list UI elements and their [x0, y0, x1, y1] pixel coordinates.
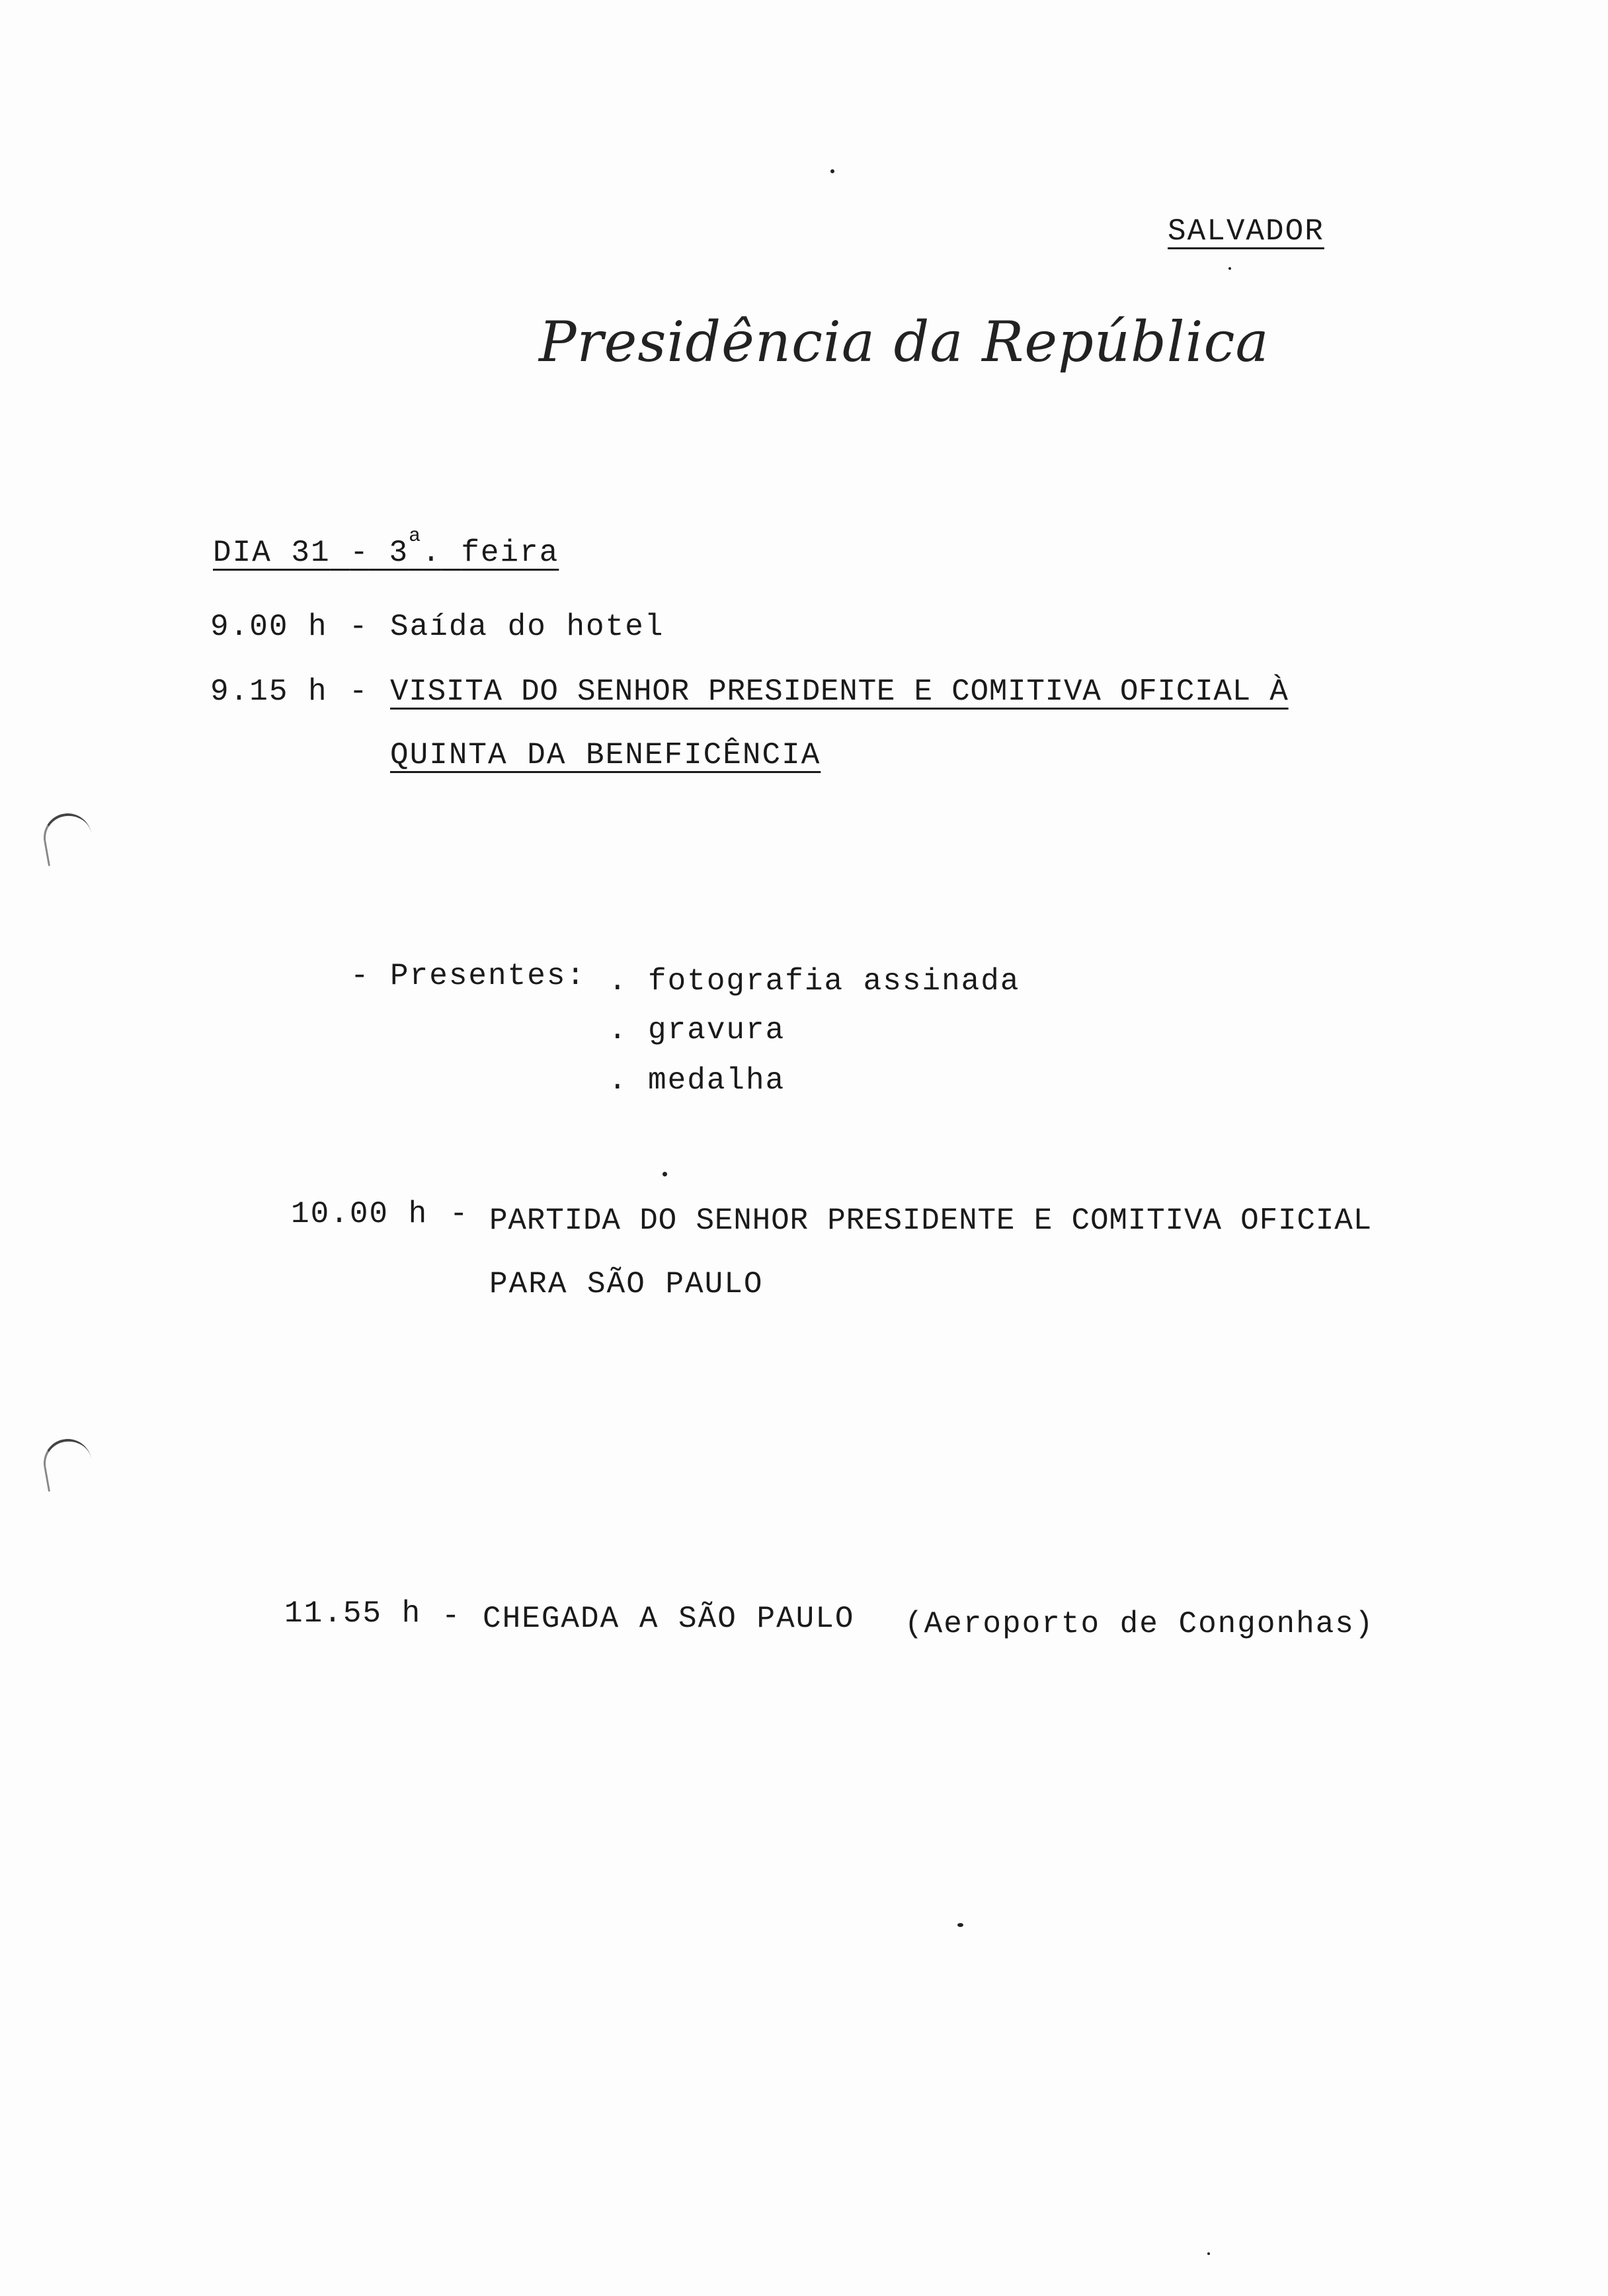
gift-bullet: .	[608, 1063, 628, 1098]
schedule-dash: -	[349, 675, 369, 709]
weekday-superscript: a	[409, 525, 422, 548]
schedule-time: 10.00 h	[291, 1197, 428, 1231]
punch-hole-mark	[40, 809, 96, 866]
schedule-note: (Aeroporto de Congonhas)	[904, 1607, 1375, 1641]
gifts-dash: -	[350, 959, 370, 993]
gifts-label: Presentes:	[390, 959, 586, 993]
schedule-text: Saída do hotel	[390, 610, 664, 644]
gift-item: fotografia assinada	[648, 964, 1020, 999]
gift-bullet: .	[608, 964, 628, 999]
letterhead-presidencia: Presidência da República	[539, 309, 1269, 374]
schedule-text: PARTIDA DO SENHOR PRESIDENTE E COMITIVA OFICIAL	[489, 1204, 1373, 1238]
day-label: DIA 31	[213, 536, 331, 570]
gift-item: medalha	[648, 1063, 785, 1098]
schedule-dash: -	[349, 610, 369, 644]
schedule-text: CHEGADA A SÃO PAULO	[483, 1602, 855, 1636]
schedule-text: VISITA DO SENHOR PRESIDENTE E COMITIVA OFICIAL À	[390, 675, 1289, 709]
weekday-number: 3	[389, 536, 409, 570]
scan-speck	[957, 1923, 963, 1927]
day-separator: -	[350, 536, 370, 570]
schedule-dash: -	[442, 1599, 462, 1633]
city-heading: SALVADOR	[1168, 214, 1324, 249]
scan-speck	[830, 169, 834, 173]
scan-speck	[1228, 267, 1231, 270]
schedule-text-continued: QUINTA DA BENEFICÊNCIA	[390, 738, 821, 772]
gift-item: gravura	[648, 1013, 785, 1047]
schedule-dash: -	[450, 1197, 469, 1231]
schedule-text-continued: PARA SÃO PAULO	[489, 1267, 764, 1301]
schedule-time: 9.15 h	[210, 675, 328, 709]
weekday-dot: .	[422, 536, 442, 570]
scan-speck	[1207, 2252, 1210, 2255]
gift-bullet: .	[608, 1013, 628, 1047]
punch-hole-mark	[40, 1435, 96, 1492]
schedule-time: 11.55 h	[284, 1596, 422, 1631]
weekday-word: feira	[461, 536, 559, 570]
schedule-time: 9.00 h	[210, 610, 328, 644]
scan-speck	[663, 1172, 667, 1176]
day-heading	[213, 525, 559, 575]
